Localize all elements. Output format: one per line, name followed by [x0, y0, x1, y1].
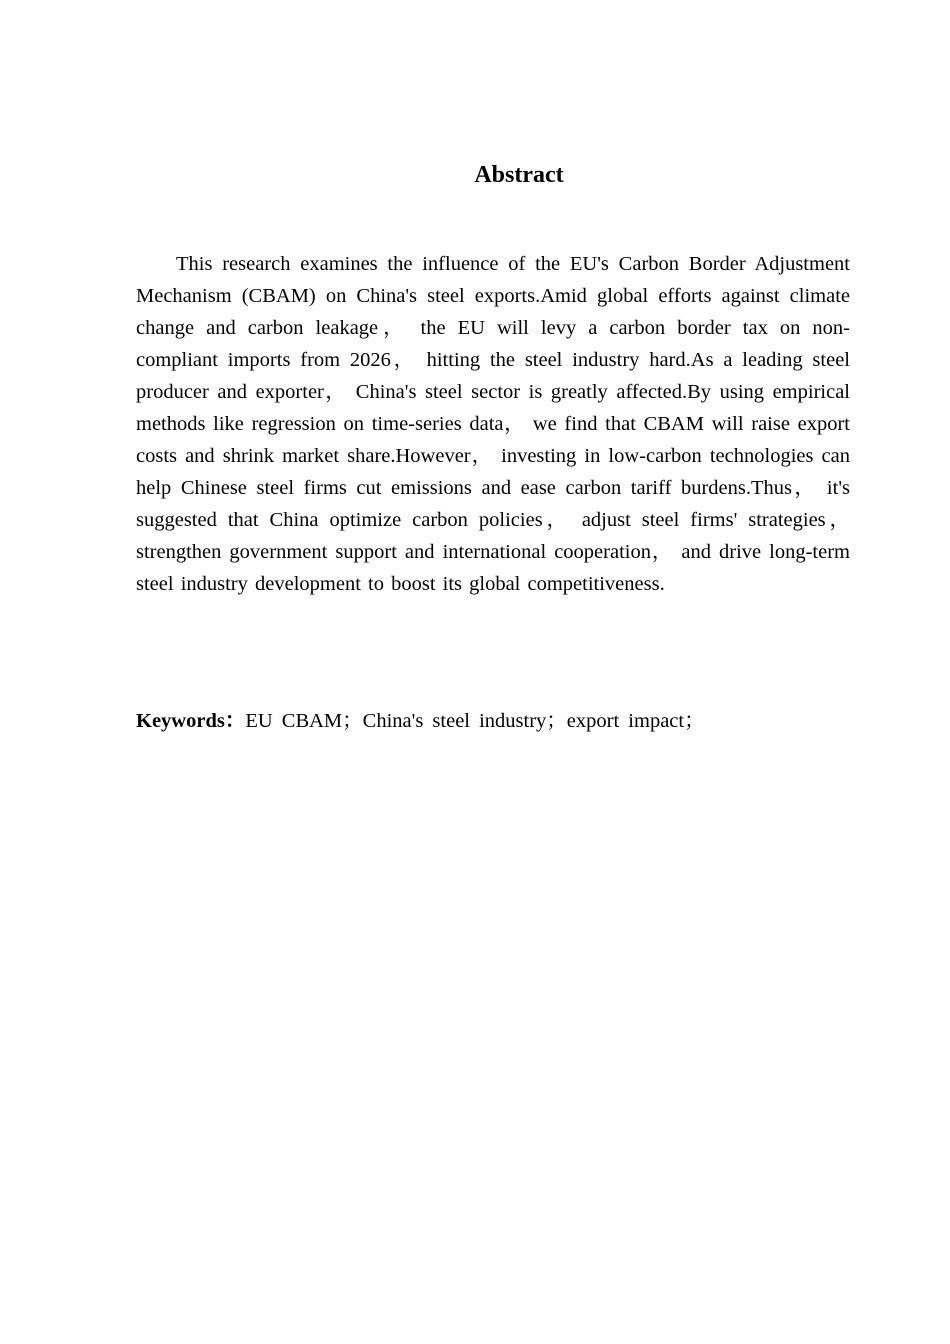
keywords-line — [136, 705, 850, 737]
abstract-title: Abstract — [474, 162, 564, 188]
keywords-value: EU CBAM；China's steel industry；export impact； — [245, 710, 705, 732]
keywords-label: Keywords： — [136, 710, 246, 732]
abstract-paragraph: This research examines the influence of the EU's Carbon Border Adjustment Mechanism (CBAM) on China's steel exports.Amid global efforts against climate change and carbon leakage， the EU will levy a carbon border tax on non-compliant imports from 2026， hitting the steel industry hard.As a leading steel producer and exporter， China's steel sector is greatly affected.By using empirical methods like regression on time-series data， we find that CBAM will raise export costs and shrink market share.However， investing in low-carbon technologies can help Chinese steel firms cut emissions and ease carbon tariff burdens.Thus， it's suggested that China optimize carbon policies， adjust steel firms' strategies， strengthen government support and international cooperation， and drive long-term steel industry development to boost its global competitiveness. — [136, 253, 850, 595]
